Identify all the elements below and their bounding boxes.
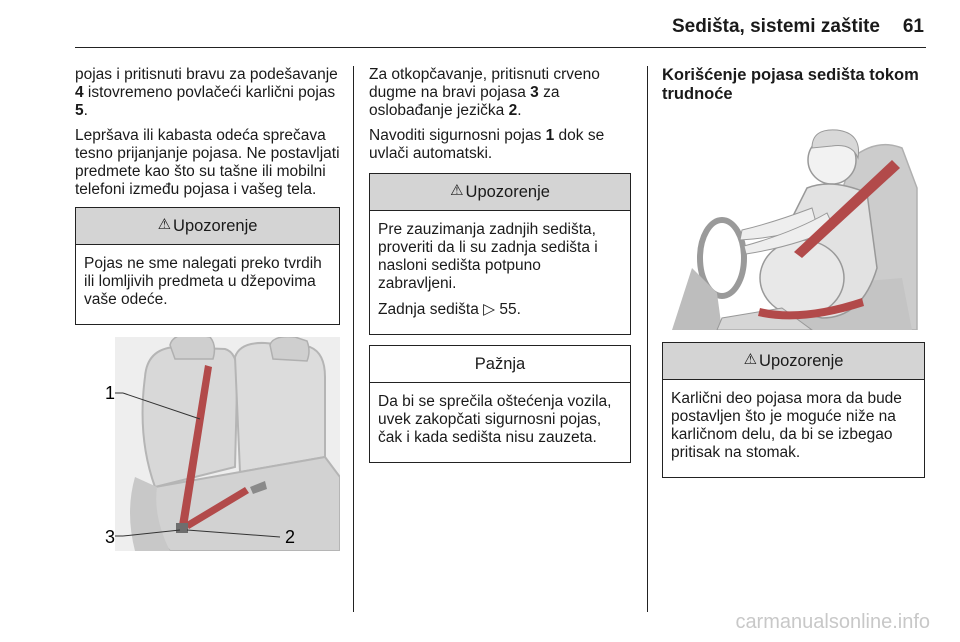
col2-notice-body	[370, 383, 630, 462]
page-number: 61	[902, 16, 924, 37]
col1-warning-header	[76, 208, 339, 245]
col2-warning-text: Pre zauzimanja zadnjih sedišta, proveriti da li su zadnja sedišta i nasloni sedišta potpuno zabravljeni.	[378, 221, 598, 292]
header-rule	[75, 47, 926, 48]
col2-notice-text: Da bi se sprečila oštećenja vozila, uvek zakopčati sigurnosni pojas, čak i kada sedišta nisu zauzeta.	[378, 393, 612, 446]
col2-notice-box	[369, 345, 631, 463]
col1-warning-body	[76, 245, 339, 324]
col1-warning-box	[75, 207, 340, 325]
column-divider-1	[353, 66, 354, 612]
col1-paragraph-2: Lepršava ili kabasta odeća sprečava tesno prijanjanje pojasa. Ne postavljati predmete kao što su tašne ili mobilni telefoni između pojasa i vašeg tela.	[75, 127, 340, 198]
col1-warning-title: Upozorenje	[173, 217, 258, 235]
col3-warning-text: Karlični deo pojasa mora da bude postavljen što je moguće niže na karličnom delu, da bi se izbegao pritisak na stomak.	[671, 390, 902, 461]
figure-label-3: 3	[105, 527, 116, 547]
col2-warning-box	[369, 173, 631, 335]
warning-triangle-icon: ⚠	[450, 182, 464, 199]
col2-warning-reference[interactable]: Zadnja sedišta ▷ 55.	[378, 300, 521, 318]
col2-warning-title: Upozorenje	[465, 183, 550, 201]
col1-warning-text: Pojas ne sme nalegati preko tvrdih ili lomljivih predmeta u džepovima vaše odeće.	[84, 255, 322, 308]
col2-warning-body	[370, 211, 630, 334]
col2-notice-header	[370, 346, 630, 383]
cross-reference-arrow-icon: ▷	[483, 300, 496, 318]
col3-warning-box	[662, 342, 925, 478]
col1-paragraph-1: pojas i pritisnuti bravu za podešavanje 4 istovremeno povlačeći karlični pojas 5.	[75, 66, 338, 119]
col3-warning-body	[663, 380, 924, 477]
col2-paragraph-2: Navoditi sigurnosni pojas 1 dok se uvlači automatski.	[369, 127, 605, 162]
col2-warning-header	[370, 174, 630, 211]
pregnancy-seat-belt-figure	[662, 118, 925, 330]
figure-label-1: 1	[105, 383, 116, 403]
seat-belt-figure	[75, 337, 340, 551]
watermark: carmanualsonline.info	[735, 611, 930, 633]
column-3	[662, 66, 925, 478]
column-1	[75, 66, 340, 551]
figure-label-2: 2	[285, 527, 296, 547]
col3-section-heading: Korišćenje pojasa sedišta tokom trudnoće	[662, 66, 919, 103]
page-header-title: Sedišta, sistemi zaštite	[671, 16, 880, 37]
col3-warning-title: Upozorenje	[759, 352, 844, 370]
column-divider-2	[647, 66, 648, 612]
col3-warning-header	[663, 343, 924, 380]
column-2	[369, 66, 631, 463]
warning-triangle-icon: ⚠	[157, 216, 172, 233]
warning-triangle-icon: ⚠	[743, 351, 758, 368]
col2-paragraph-1: Za otkopčavanje, pritisnuti crveno dugme na bravi pojasa 3 za oslobađanje jezička 2.	[369, 66, 600, 119]
col2-notice-title: Pažnja	[474, 355, 526, 373]
